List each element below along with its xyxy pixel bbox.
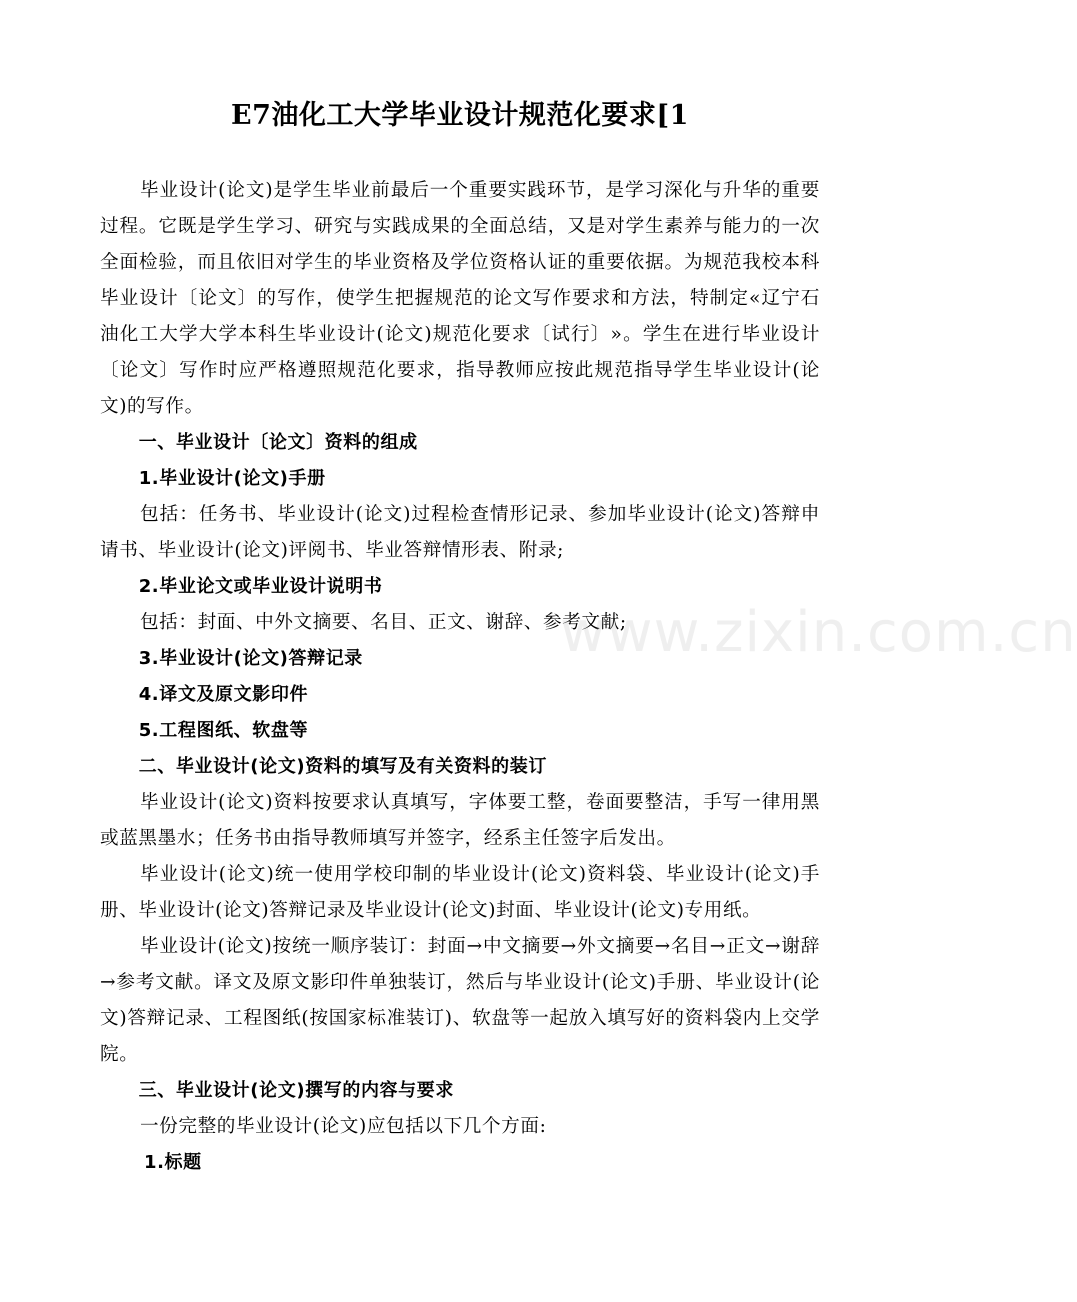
- subheading-1-5: 5.工程图纸、软盘等: [138, 720, 309, 741]
- paragraph-2-1: 毕业设计(论文)资料按要求认真填写，字体要工整，卷面要整洁，手写一律用黑或蓝黑墨水；任务书由指导教师填写并签字，经系主任签字后发出。: [100, 792, 820, 849]
- paragraph-3-1: 一份完整的毕业设计(论文)应包括以下几个方面:: [139, 1116, 547, 1137]
- subheading-1-1: 1.毕业设计(论文)手册: [138, 468, 326, 489]
- document-body: [100, 173, 820, 1181]
- paragraph-2-2: 毕业设计(论文)统一使用学校印制的毕业设计(论文)资料袋、毕业设计(论文)手册、毕业设计(论文)答辩记录及毕业设计(论文)封面、毕业设计(论文)专用纸。: [100, 864, 820, 921]
- section-heading-2: 二、毕业设计(论文)资料的填写及有关资料的装订: [138, 756, 547, 777]
- subheading-3-1: 1.标题: [144, 1152, 202, 1173]
- subheading-1-4: 4.译文及原文影印件: [138, 684, 309, 705]
- paragraph-1-2: 包括：封面、中外文摘要、名目、正文、谢辞、参考文献;: [139, 612, 627, 633]
- paragraph-2-3: 毕业设计(论文)按统一顺序装订：封面→中文摘要→外文摘要→名目→正文→谢辞→参考文献。译文及原文影印件单独装订，然后与毕业设计(论文)手册、毕业设计(论文)答辩记录、工程图纸(按国家标准装订)、软盘等一起放入填写好的资料袋内上交学院。: [100, 936, 820, 1065]
- subheading-1-2: 2.毕业论文或毕业设计说明书: [138, 576, 383, 597]
- watermark: www.zixin.com.cn: [560, 600, 1077, 665]
- section-heading-1: 一、毕业设计〔论文〕资料的组成: [138, 432, 418, 453]
- subheading-1-3: 3.毕业设计(论文)答辩记录: [138, 648, 363, 669]
- section-heading-3: 三、毕业设计(论文)撰写的内容与要求: [138, 1080, 454, 1101]
- intro-paragraph: 毕业设计(论文)是学生毕业前最后一个重要实践环节，是学习深化与升华的重要过程。它既是学生学习、研究与实践成果的全面总结，又是对学生素养与能力的一次全面检验，而且依旧对学生的毕业资格及学位资格认证的重要依据。为规范我校本科毕业设计〔论文〕的写作，使学生把握规范的论文写作要求和方法，特制定«辽宁石油化工大学大学本科生毕业设计(论文)规范化要求〔试行〕»。学生在进行毕业设计〔论文〕写作时应严格遵照规范化要求，指导教师应按此规范指导学生毕业设计(论文)的写作。: [100, 180, 820, 417]
- document-title: E7油化工大学毕业设计规范化要求[1: [231, 100, 689, 131]
- paragraph-1-1: 包括：任务书、毕业设计(论文)过程检查情形记录、参加毕业设计(论文)答辩申请书、毕业设计(论文)评阅书、毕业答辩情形表、附录;: [100, 504, 820, 561]
